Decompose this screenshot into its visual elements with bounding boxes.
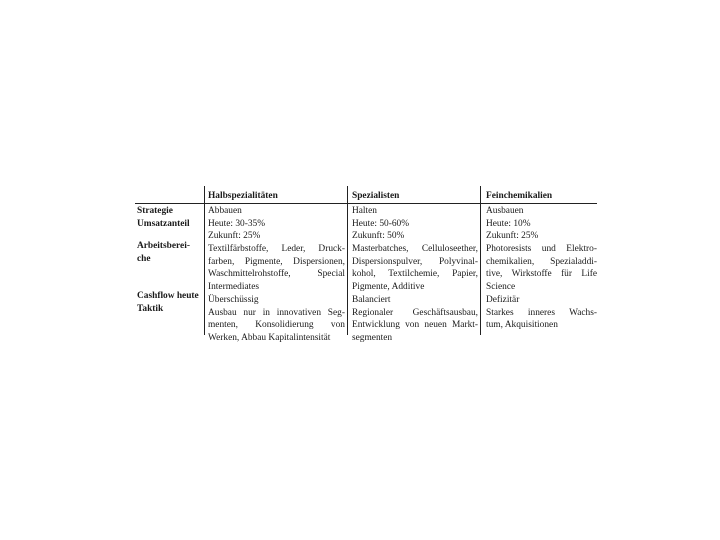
text-line: Werken, Abbau Kapitalintensität xyxy=(208,332,331,343)
text-line: Science xyxy=(486,282,516,293)
text-line: Zukunft: 25% xyxy=(486,231,539,242)
cell-feinchemikalien xyxy=(486,205,597,332)
text-line: Waschmittelrohstoffe, Special xyxy=(208,269,345,280)
text-line: Entwicklung von neuen Markt- xyxy=(352,320,478,331)
text-line: Balanciert xyxy=(352,294,391,305)
text-line: Dispersionspulver, Polyvinal- xyxy=(352,256,478,267)
text-line: Ausbauen xyxy=(486,206,524,216)
text-line: Ausbau nur in innovativen Seg- xyxy=(208,307,345,318)
row-label-strategie: Strategie Umsatzanteil xyxy=(137,206,190,229)
cell-spezialisten xyxy=(352,205,478,345)
text-line: Überschüssig xyxy=(208,294,259,305)
header-halbspezialitaeten: Halbspezialitäten xyxy=(208,191,278,201)
text-line: Photoresists und Elektro- xyxy=(486,244,597,255)
column-divider-2 xyxy=(347,186,348,335)
text-line: tum, Akquisitionen xyxy=(486,320,558,331)
text-line: tive, Wirkstoffe für Life xyxy=(486,269,597,280)
text-line: Heute: 30-35% xyxy=(208,218,266,229)
header-spezialisten: Spezialisten xyxy=(352,191,400,201)
text-line: Defizitär xyxy=(486,294,520,305)
text-line: Abbauen xyxy=(208,206,242,216)
text-line: Regionaler Geschäftsausbau, xyxy=(352,307,478,318)
text-line: Heute: 50-60% xyxy=(352,218,410,229)
text-line: Intermediates xyxy=(208,282,260,293)
text-line: segmenten xyxy=(352,332,393,343)
text-line: Heute: 10% xyxy=(486,218,531,229)
text-line: menten, Konsolidierung von xyxy=(208,320,345,331)
text-line: Masterbatches, Celluloseether, xyxy=(352,244,478,255)
text-line: Starkes inneres Wachs- xyxy=(486,307,597,318)
text-line: Textilfärbstoffe, Leder, Druck- xyxy=(208,244,345,255)
text-line: Pigmente, Additive xyxy=(352,282,425,293)
text-line: chemikalien, Spezialaddi- xyxy=(486,256,597,267)
row-label-cashflow: Cashflow heute Taktik xyxy=(137,291,199,314)
row-label-arbeitsbereiche: Arbeitsberei- che xyxy=(137,241,190,264)
column-divider-3 xyxy=(480,186,481,335)
text-line: Halten xyxy=(352,206,377,216)
header-feinchemikalien: Feinchemikalien xyxy=(486,191,553,201)
text-line: farben, Pigmente, Dispersionen, xyxy=(208,256,345,267)
text-line: kohol, Textilchemie, Papier, xyxy=(352,269,478,280)
cell-halbspezialitaeten xyxy=(208,205,345,345)
text-line: Zukunft: 25% xyxy=(208,231,261,242)
text-line: Zukunft: 50% xyxy=(352,231,405,242)
